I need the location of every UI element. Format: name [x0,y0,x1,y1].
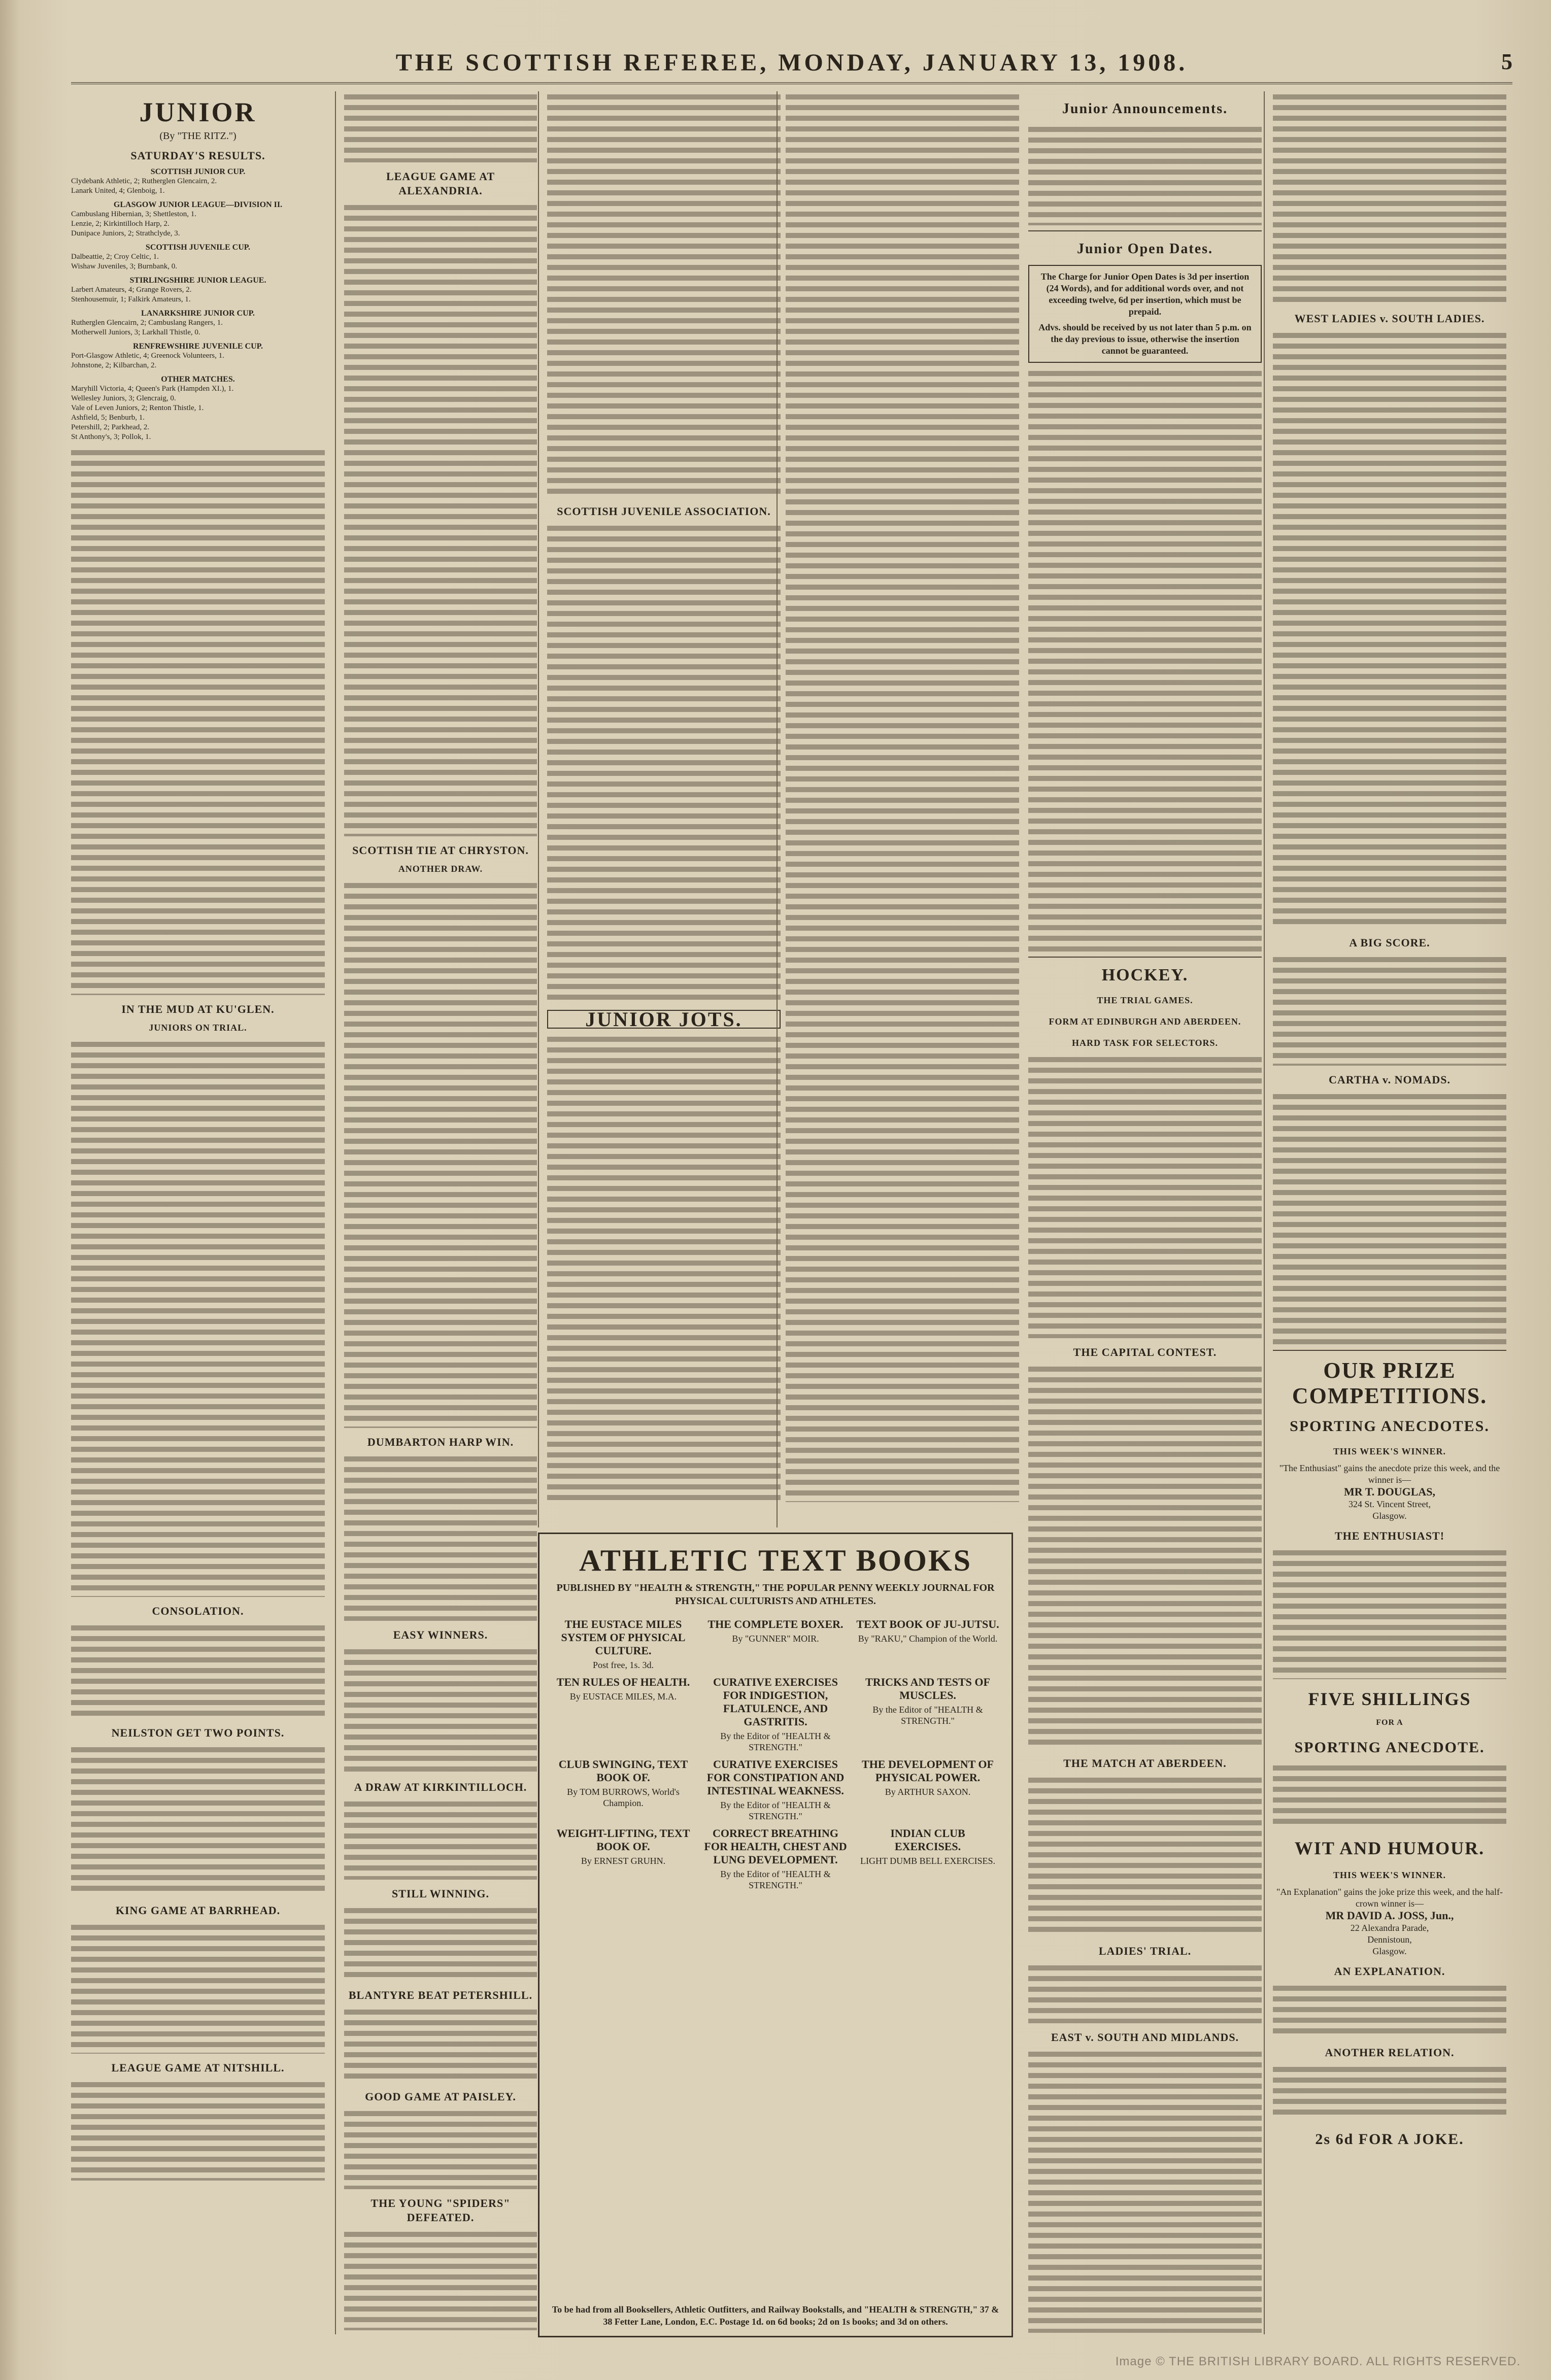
joke-price-heading: 2s 6d FOR A JOKE. [1315,2131,1464,2148]
hockey-heading: HOCKEY. [1101,966,1189,984]
byline: (By "THE RITZ.") [159,130,237,142]
result-line: Petershill, 2; Parkhead, 2. [71,423,150,431]
advert-book [552,1676,695,1753]
announcements-heading: Junior Announcements. [1062,101,1228,117]
advert-book [856,1618,999,1671]
open-dates-notice [1028,265,1262,363]
book-title: THE COMPLETE BOXER. [707,1618,844,1630]
wit-humour-heading: WIT AND HUMOUR. [1294,1838,1485,1858]
article-heading-juvenile-association: SCOTTISH JUVENILE ASSOCIATION. [557,505,771,518]
article-heading-kirkintilloch: A DRAW AT KIRKINTILLOCH. [354,1781,527,1793]
book-title: THE EUSTACE MILES SYSTEM OF PHYSICAL CULTURE. [561,1618,686,1657]
article-text-block [1028,2049,1262,2333]
book-title: CLUB SWINGING, TEXT BOOK OF. [558,1758,688,1784]
article-heading-cartha: CARTHA v. NOMADS. [1329,1073,1451,1086]
article-text-block [1273,1547,1506,1679]
article-text-block [1028,1775,1262,1937]
advert-book [704,1676,847,1753]
result-line: Cambuslang Hibernian, 3; Shettleston, 1. [71,210,197,218]
column-2 [335,91,545,2334]
open-dates-heading: Junior Open Dates. [1076,241,1213,257]
article-text-block [1273,330,1506,929]
article-subheading-draw: ANOTHER DRAW. [398,864,483,874]
book-detail: By "GUNNER" MOIR. [732,1634,819,1644]
book-title: CURATIVE EXERCISES FOR INDIGESTION, FLATULENCE, AND GASTRITIS. [713,1676,838,1728]
article-heading-chryston: SCOTTISH TIE AT CHRYSTON. [352,844,529,857]
winner-city: Glasgow. [1372,1946,1407,1956]
winner-name: MR T. DOUGLAS, [1343,1485,1436,1498]
article-heading-another-relation: ANOTHER RELATION. [1325,2046,1455,2059]
article-text-block [344,2229,537,2330]
masthead-title: THE SCOTTISH REFEREE, MONDAY, JANUARY 13, 1908. [395,49,1188,76]
article-text-block [71,1039,325,1597]
article-heading-nitshill: LEAGUE GAME AT NITSHILL. [111,2061,285,2074]
sporting-anecdote-heading: SPORTING ANECDOTE. [1294,1739,1485,1756]
article-text-block [344,1798,537,1880]
result-line: Clydebank Athletic, 2; Rutherglen Glencairn, 2. [71,177,217,185]
results-group-heading: STIRLINGSHIRE JUNIOR LEAGUE. [129,276,266,285]
article-text-block [71,1744,325,1896]
article-heading-barrhead: KING GAME AT BARRHEAD. [115,1904,281,1917]
article-text-block [344,2007,537,2083]
article-text-block [71,447,325,995]
results-group-heading: SCOTTISH JUNIOR CUP. [150,167,246,176]
advert-book [552,1618,695,1671]
book-detail: LIGHT DUMB BELL EXERCISES. [860,1856,995,1866]
result-line: Lanark United, 4; Glenboig, 1. [71,187,165,195]
results-group-heading: SCOTTISH JUVENILE CUP. [145,243,251,252]
article-heading-aberdeen: THE MATCH AT ABERDEEN. [1063,1757,1227,1770]
article-text-block [1028,1962,1262,2023]
divider [1028,957,1262,958]
article-text-block [1028,1054,1262,1338]
week-winner-heading: THIS WEEK'S WINNER. [1333,1446,1446,1456]
advert-title: ATHLETIC TEXT BOOKS [579,1544,972,1577]
divider [1028,230,1262,231]
joke-winner [1273,1886,1506,1957]
anecdote-winner [1273,1463,1506,1522]
book-detail: By EUSTACE MILES, M.A. [569,1691,677,1702]
article-text-block [786,91,1019,1502]
notice-text: Advs. should be received by us not later than 5 p.m. on the day previous to issue, otherwise the insertion cannot be guaranteed. [1038,322,1252,356]
article-text-block [1273,1762,1506,1828]
winner-name: MR DAVID A. JOSS, Jun., [1325,1909,1454,1922]
book-title: CURATIVE EXERCISES FOR CONSTIPATION AND INTESTINAL WEAKNESS. [706,1758,845,1797]
book-detail: By the Editor of "HEALTH & STRENGTH." [720,1869,831,1890]
book-title: WEIGHT-LIFTING, TEXT BOOK OF. [556,1827,690,1853]
advert-book [704,1827,847,1891]
column-1 [71,91,334,2334]
article-text-block [71,1922,325,2054]
article-heading-mud: IN THE MUD AT KU'GLEN. [121,1003,275,1015]
result-line: Port-Glasgow Athletic, 4; Greenock Volunteers, 1. [71,352,224,360]
article-text-block [344,91,537,162]
article-heading-west-ladies: WEST LADIES v. SOUTH LADIES. [1294,312,1485,325]
article-heading-big-score: A BIG SCORE. [1349,936,1430,949]
article-text-block [547,91,781,497]
results-group-heading: GLASGOW JUNIOR LEAGUE—DIVISION II. [113,200,283,209]
book-title: INDIAN CLUB EXERCISES. [890,1827,965,1853]
result-line: Johnstone, 2; Kilbarchan, 2. [71,361,157,369]
result-line: Motherwell Juniors, 3; Larkhall Thistle, 0. [71,328,200,336]
book-detail: By "RAKU," Champion of the World. [858,1634,998,1644]
hockey-subheading: FORM AT EDINBURGH AND ABERDEEN. [1049,1016,1241,1027]
five-shillings-heading: FIVE SHILLINGS [1308,1689,1471,1709]
advert-book-grid [540,1608,1011,1901]
article-text-block [1028,368,1262,951]
advert-book [704,1618,847,1671]
article-text-block [344,1905,537,1981]
copyright-watermark: Image © THE BRITISH LIBRARY BOARD. ALL RIGHTS RESERVED. [1115,2355,1521,2368]
article-text-block [344,202,537,836]
book-detail: By ERNEST GRUHN. [581,1856,666,1866]
column-4 [1020,91,1270,2334]
book-detail: By the Editor of "HEALTH & STRENGTH." [720,1731,831,1752]
results-list [71,167,325,442]
result-line: Lenzie, 2; Kirkintilloch Harp, 2. [71,220,170,228]
advert-book [856,1827,999,1891]
result-line: Larbert Amateurs, 4; Grange Rovers, 2. [71,286,192,294]
advert-footer: To be had from all Booksellers, Athletic Outfitters, and Railway Bookstalls, and "HEALTH & STRENGTH," 37 & 38 Fetter Lane, London, E.C. Postage 1d. on 6d books; 2d on 1s books; and 3d on others. [552,2304,999,2327]
book-title: THE DEVELOPMENT OF PHYSICAL POWER. [862,1758,994,1784]
advert-book [704,1758,847,1822]
article-text-block [344,1453,537,1621]
article-text-block [547,1034,781,1501]
winner-address: 324 St. Vincent Street, [1348,1499,1431,1509]
athletic-text-books-advert [538,1533,1013,2337]
article-text-block [71,1622,325,1719]
book-title: CORRECT BREATHING FOR HEALTH, CHEST AND LUNG DEVELOPMENT. [704,1827,847,1866]
winner-city: Glasgow. [1372,1511,1407,1521]
advert-subtitle: PUBLISHED BY "HEALTH & STRENGTH," THE POPULAR PENNY WEEKLY JOURNAL FOR PHYSICAL CULTURISTS AND ATHLETES. [556,1582,995,1607]
prize-competitions-heading: OUR PRIZE COMPETITIONS. [1292,1358,1488,1408]
article-text-block [1028,1364,1262,1749]
advert-book [552,1827,695,1891]
result-line: Rutherglen Glencairn, 2; Cambuslang Rangers, 1. [71,319,223,327]
article-heading-consolation: CONSOLATION. [152,1605,244,1617]
winner-address: 22 Alexandra Parade, [1350,1923,1429,1933]
article-heading-dumbarton: DUMBARTON HARP WIN. [367,1436,514,1448]
book-detail: By the Editor of "HEALTH & STRENGTH." [872,1705,983,1726]
article-text-block [1028,124,1262,225]
sporting-anecdotes-heading: SPORTING ANECDOTES. [1290,1418,1490,1435]
article-heading-easy: EASY WINNERS. [393,1628,488,1641]
book-detail: By ARTHUR SAXON. [885,1787,971,1797]
article-heading-capital: THE CAPITAL CONTEST. [1073,1346,1217,1358]
article-heading-blantyre: BLANTYRE BEAT PETERSHILL. [348,1989,533,2001]
result-line: Wishaw Juveniles, 3; Burnbank, 0. [71,262,177,270]
page-number: 5 [1501,49,1512,74]
results-group-heading: LANARKSHIRE JUNIOR CUP. [141,309,255,318]
article-heading-still-winning: STILL WINNING. [391,1887,490,1900]
article-heading-spiders: THE YOUNG "SPIDERS" DEFEATED. [370,2197,511,2224]
result-line: Vale of Leven Juniors, 2; Renton Thistle, 1. [71,404,204,412]
divider [1273,1350,1506,1351]
article-heading-enthusiast: THE ENTHUSIAST! [1334,1529,1445,1542]
book-title: TRICKS AND TESTS OF MUSCLES. [865,1676,990,1702]
book-title: TEN RULES OF HEALTH. [556,1676,690,1688]
result-line: Dunipace Juniors, 2; Strathclyde, 3. [71,229,180,237]
article-text-block [547,523,781,1005]
hockey-subheading: THE TRIAL GAMES. [1097,995,1193,1005]
article-text-block [1273,1091,1506,1345]
book-detail: By the Editor of "HEALTH & STRENGTH." [720,1800,831,1821]
book-title: TEXT BOOK OF JU-JUTSU. [856,1618,999,1630]
article-text-block [1273,91,1506,304]
for-a-label: FOR A [1376,1718,1403,1727]
article-text-block [1273,1983,1506,2038]
article-heading-ladies-trial: LADIES' TRIAL. [1098,1945,1192,1957]
section-title-junior: JUNIOR [139,97,257,127]
article-heading-explanation: AN EXPLANATION. [1334,1965,1445,1978]
notice-text: The Charge for Junior Open Dates is 3d per insertion (24 Words), and for additional words over, and not exceeding twelve, 6d per insertion, which must be prepaid. [1040,271,1250,317]
results-heading: SATURDAY'S RESULTS. [130,149,265,162]
book-detail: Post free, 1s. 3d. [593,1660,654,1670]
winner-text: "An Explanation" gains the joke prize this week, and the half-crown winner is— [1276,1887,1503,1909]
result-line: Stenhousemuir, 1; Falkirk Amateurs, 1. [71,295,191,303]
result-line: Maryhill Victoria, 4; Queen's Park (Hampden XI.), 1. [71,385,234,393]
result-line: Wellesley Juniors, 3; Glencraig, 0. [71,394,176,402]
winner-text: "The Enthusiast" gains the anecdote prize this week, and the winner is— [1279,1463,1500,1485]
book-detail: By TOM BURROWS, World's Champion. [567,1787,680,1808]
hockey-subheading: HARD TASK FOR SELECTORS. [1071,1038,1219,1048]
result-line: St Anthony's, 3; Pollok, 1. [71,433,151,441]
result-line: Dalbeattie, 2; Croy Celtic, 1. [71,253,159,261]
article-heading-alexandria: LEAGUE GAME AT ALEXANDRIA. [386,170,495,197]
results-group-heading: RENFREWSHIRE JUVENILE CUP. [133,342,263,351]
article-text-block [1273,954,1506,1066]
article-text-block [71,2079,325,2181]
junior-jots-heading: JUNIOR JOTS. [547,1010,781,1029]
winner-city: Dennistoun, [1367,1934,1412,1945]
article-heading-east-south: EAST v. SOUTH AND MIDLANDS. [1051,2031,1239,2044]
advert-book [856,1758,999,1822]
result-line: Ashfield, 5; Benburb, 1. [71,414,145,422]
column-5 [1264,91,1514,2334]
results-group-heading: OTHER MATCHES. [161,375,235,384]
column-3 [538,91,789,1527]
masthead [71,47,1512,84]
advert-book [856,1676,999,1753]
column-3b [777,91,1027,1527]
article-text-block [344,1646,537,1773]
article-text-block [344,880,537,1428]
article-heading-paisley: GOOD GAME AT PAISLEY. [365,2090,516,2103]
week-winner-heading: THIS WEEK'S WINNER. [1333,1870,1446,1880]
article-text-block [1273,2064,1506,2120]
advert-book [552,1758,695,1822]
article-subheading-trial: JUNIORS ON TRIAL. [149,1023,247,1033]
article-heading-neilston: NEILSTON GET TWO POINTS. [111,1726,285,1739]
article-text-block [344,2108,537,2189]
